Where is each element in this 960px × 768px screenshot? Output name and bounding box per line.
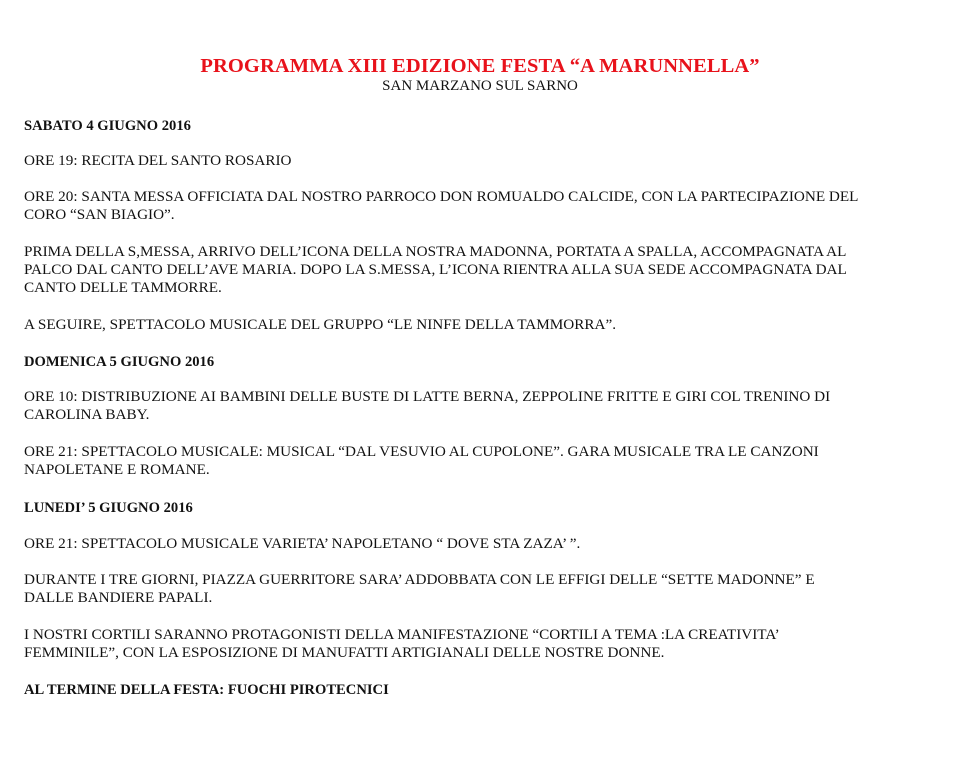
program-line: ORE 20: SANTA MESSA OFFICIATA DAL NOSTRO PARROCO DON ROMUALDO CALCIDE, CON LA PARTECIPAZIONE DEL [24, 188, 859, 205]
program-line: PALCO DAL CANTO DELL’AVE MARIA. DOPO LA S.MESSA, L’ICONA RIENTRA ALLA SUA SEDE ACCOMPAGNATA DAL [24, 261, 847, 279]
program-line: ORE 21: SPETTACOLO MUSICALE: MUSICAL “DAL VESUVIO AL CUPOLONE”. GARA MUSICALE TRA LE CANZONI [24, 443, 819, 460]
closing-line: AL TERMINE DELLA FESTA: FUOCHI PIROTECNICI [24, 682, 389, 698]
program-item [24, 152, 944, 170]
program-item [24, 388, 944, 424]
program-line: CANTO DELLE TAMMORRE. [24, 279, 222, 297]
program-item [24, 443, 944, 479]
program-line: NAPOLETANE E ROMANE. [24, 461, 210, 479]
document-subtitle: SAN MARZANO SUL SARNO [382, 78, 578, 94]
program-line: A SEGUIRE, SPETTACOLO MUSICALE DEL GRUPPO “LE NINFE DELLA TAMMORRA”. [24, 316, 616, 333]
program-item [24, 243, 944, 298]
note-line: I NOSTRI CORTILI SARANNO PROTAGONISTI DELLA MANIFESTAZIONE “CORTILI A TEMA :LA CREATIVITA’ [24, 626, 780, 643]
program-line: PRIMA DELLA S,MESSA, ARRIVO DELL’ICONA DELLA NOSTRA MADONNA, PORTATA A SPALLA, ACCOMPAGNATA AL [24, 243, 847, 260]
program-item [24, 316, 944, 334]
note-line: DALLE BANDIERE PAPALI. [24, 589, 213, 607]
program-line: ORE 19: RECITA DEL SANTO ROSARIO [24, 152, 292, 169]
program-item [24, 188, 944, 224]
day-heading-sunday: DOMENICA 5 GIUGNO 2016 [24, 354, 215, 370]
program-line: CORO “SAN BIAGIO”. [24, 206, 175, 224]
program-line: CAROLINA BABY. [24, 406, 150, 424]
note-line: DURANTE I TRE GIORNI, PIAZZA GUERRITORE SARA’ ADDOBBATA CON LE EFFIGI DELLE “SETTE MADONNE” E [24, 571, 815, 588]
program-line: ORE 10: DISTRIBUZIONE AI BAMBINI DELLE BUSTE DI LATTE BERNA, ZEPPOLINE FRITTE E GIRI COL TRENINO DI [24, 388, 831, 405]
document-title: PROGRAMMA XIII EDIZIONE FESTA “A MARUNNELLA” [200, 55, 760, 77]
program-line: ORE 21: SPETTACOLO MUSICALE VARIETA’ NAPOLETANO “ DOVE STA ZAZA’ ”. [24, 535, 581, 552]
note-item [24, 626, 944, 662]
day-heading-saturday: SABATO 4 GIUGNO 2016 [24, 118, 191, 134]
program-item [24, 535, 944, 553]
note-item [24, 571, 944, 607]
day-heading-monday: LUNEDI’ 5 GIUGNO 2016 [24, 500, 193, 516]
note-line: FEMMINILE”, CON LA ESPOSIZIONE DI MANUFATTI ARTIGIANALI DELLE NOSTRE DONNE. [24, 644, 665, 662]
